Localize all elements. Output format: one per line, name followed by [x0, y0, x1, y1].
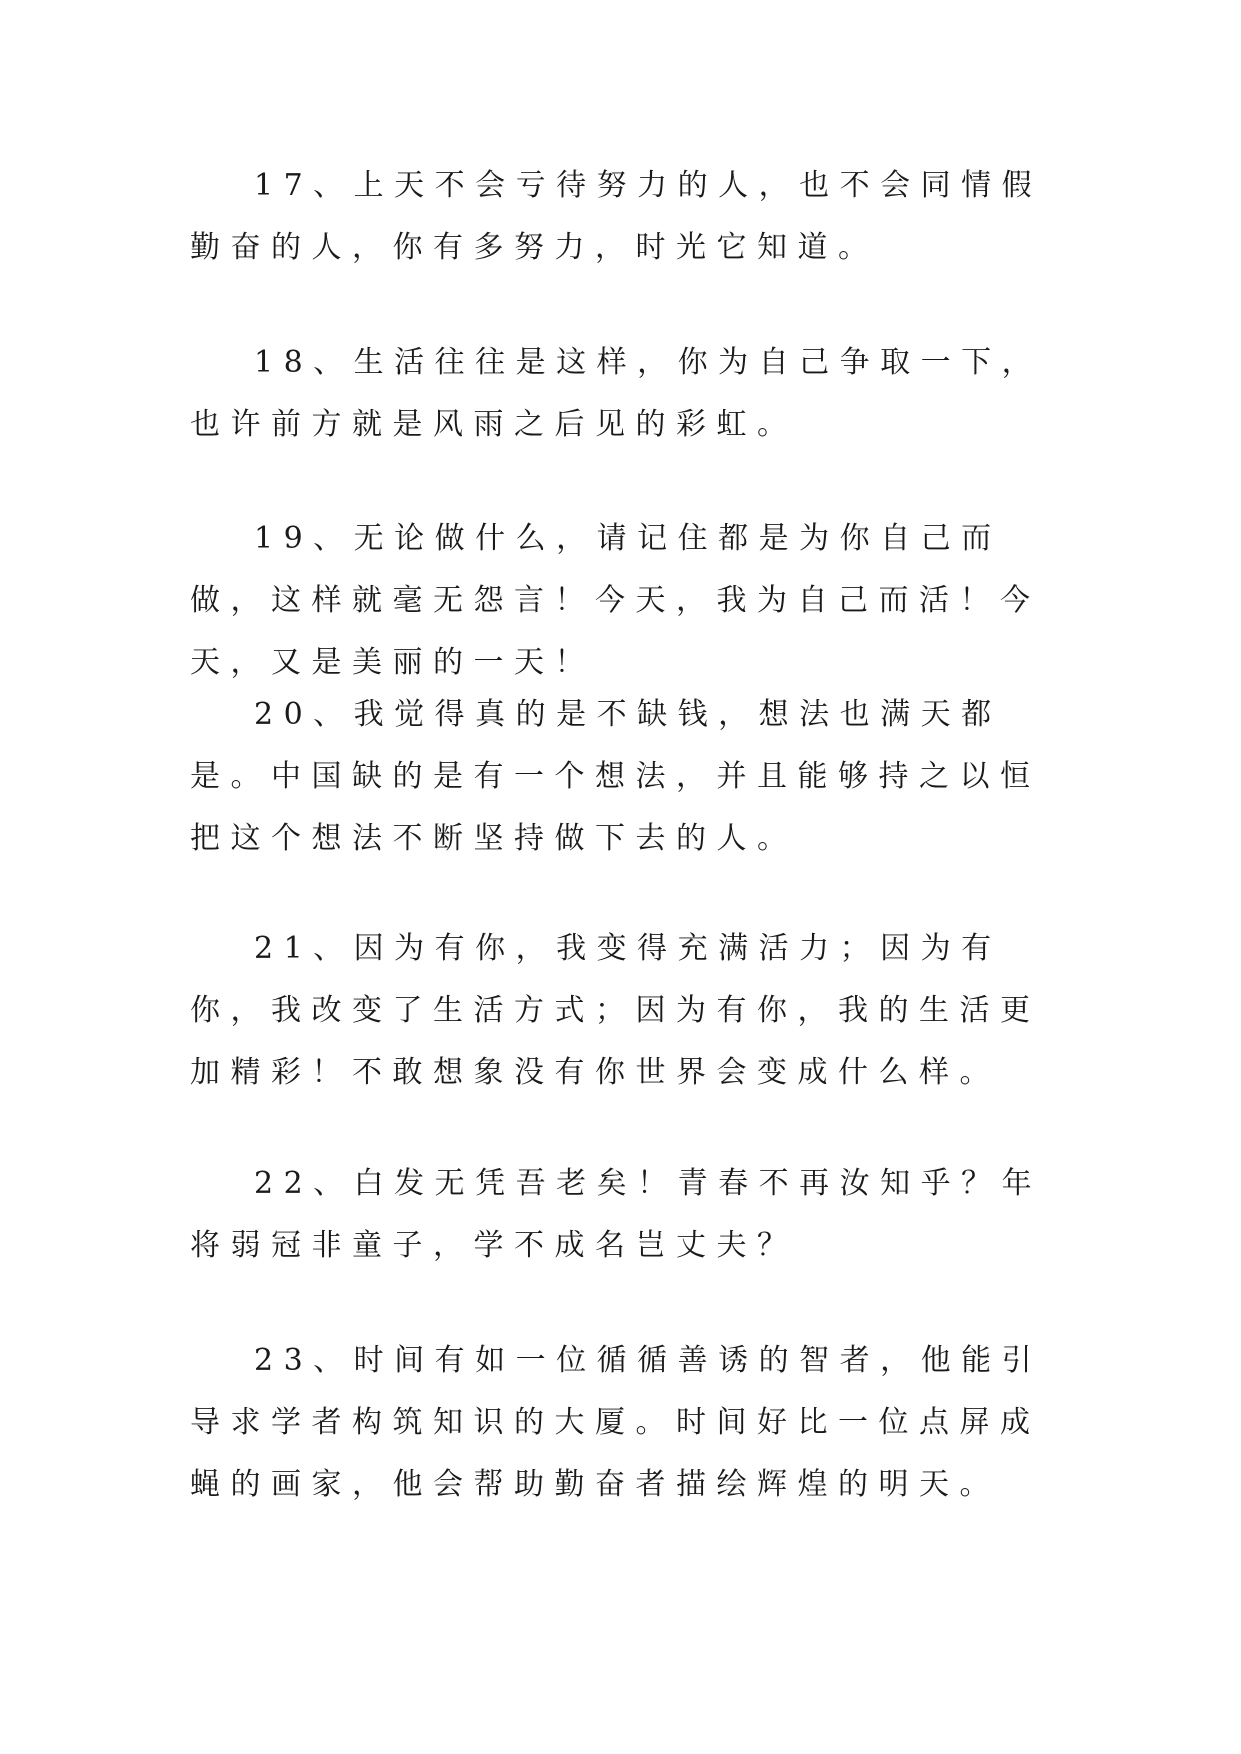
quote-paragraph-20: 20、我觉得真的是不缺钱，想法也满天都是。中国缺的是有一个想法，并且能够持之以恒把这个想法不断坚持做下去的人。 — [190, 697, 1041, 856]
quote-paragraph-19: 19、无论做什么，请记住都是为你自己而做，这样就毫无怨言！今天，我为自己而活！今天，又是美丽的一天！ — [190, 521, 1041, 680]
quote-paragraph-23: 23、时间有如一位循循善诱的智者，他能引导求学者构筑知识的大厦。时间好比一位点屏成蝇的画家，他会帮助勤奋者描绘辉煌的明天。 — [190, 1343, 1043, 1502]
quote-paragraph-17: 17、上天不会亏待努力的人，也不会同情假勤奋的人，你有多努力，时光它知道。 — [190, 168, 1043, 265]
quote-paragraph-21: 21、因为有你，我变得充满活力；因为有你，我改变了生活方式；因为有你，我的生活更加精彩！不敢想象没有你世界会变成什么样。 — [190, 931, 1041, 1090]
quote-paragraph-18: 18、生活往往是这样，你为自己争取一下，也许前方就是风雨之后见的彩虹。 — [190, 345, 1043, 442]
quote-paragraph-22: 22、白发无凭吾老矣！青春不再汝知乎？年将弱冠非童子，学不成名岂丈夫？ — [190, 1166, 1043, 1263]
